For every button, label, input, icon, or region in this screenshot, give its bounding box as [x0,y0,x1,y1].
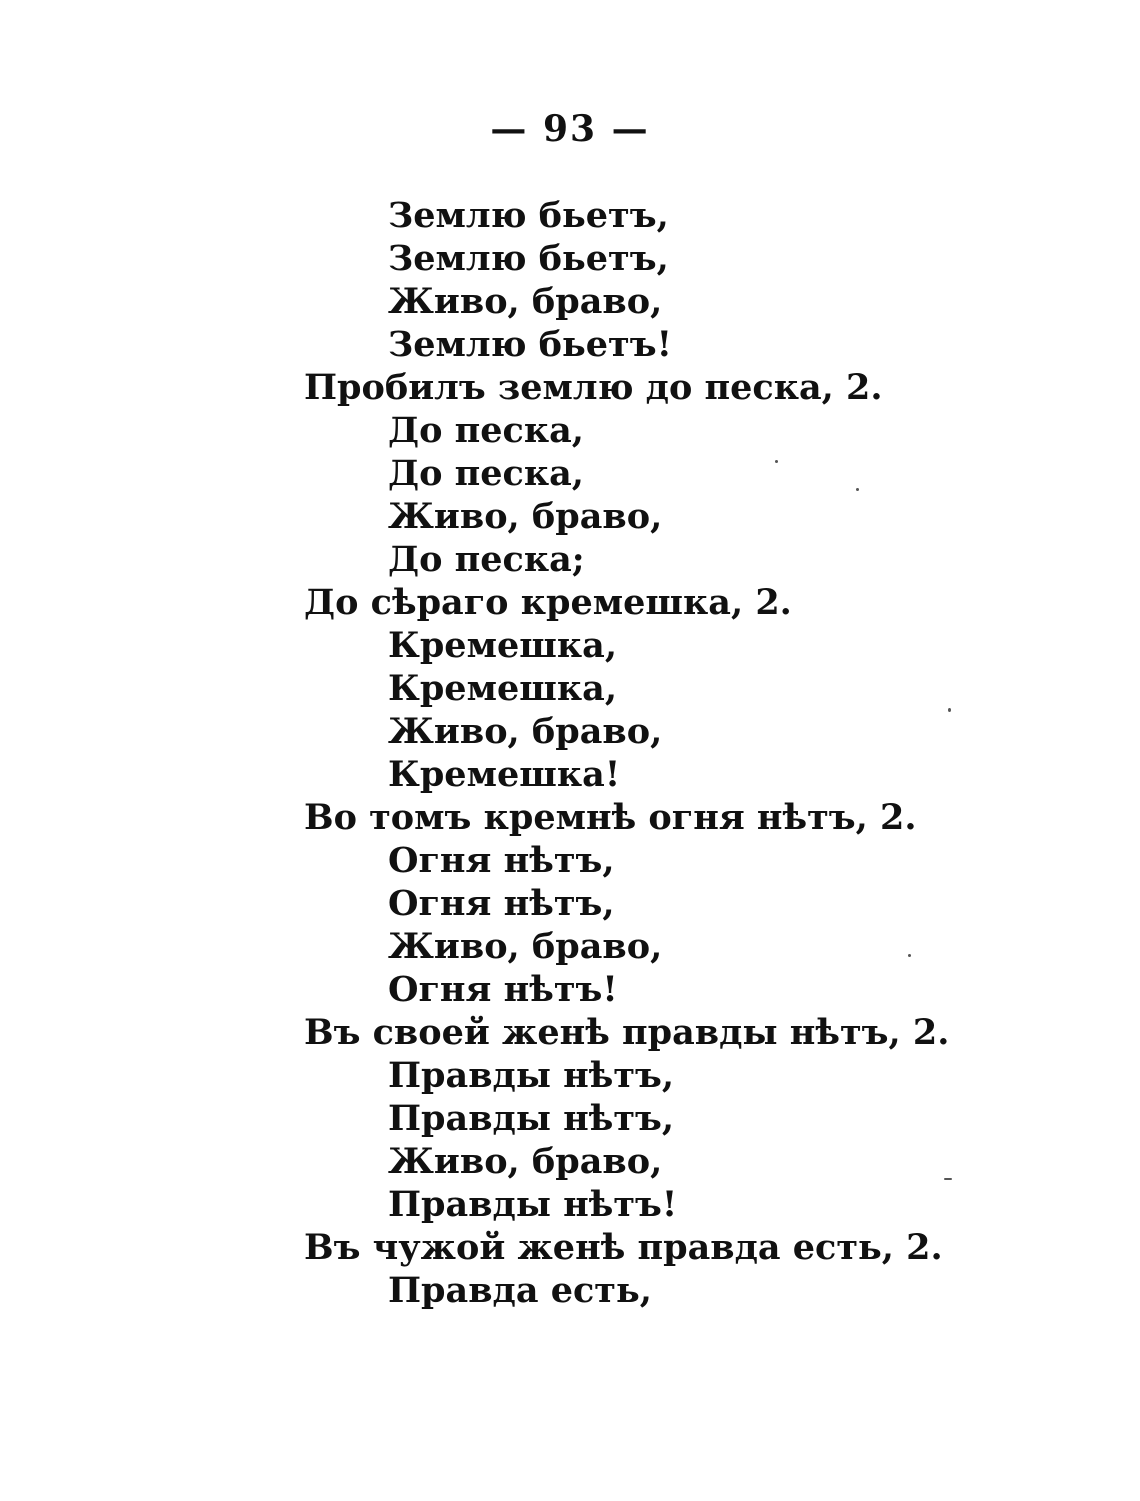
verse-line: Землю бьетъ, [388,238,669,279]
verse-line: Землю бьетъ! [388,324,672,365]
verse-line: Живо, браво, [388,926,663,967]
scan-speck [948,708,951,712]
scan-speck [944,1178,952,1180]
scan-speck [775,460,778,463]
verse-line: Кремешка! [388,754,621,795]
scan-speck [908,954,911,957]
verse-line: Живо, браво, [388,1141,663,1182]
verse-line: До песка, [388,410,584,451]
verse-line: Живо, браво, [388,711,663,752]
verse-line: Землю бьетъ, [388,195,669,236]
page-number: — 93 — [490,108,650,150]
verse-line: Живо, браво, [388,281,663,322]
verse-line: До сѣраго кремешка, 2. [304,582,792,623]
verse-line: Во томъ кремнѣ огня нѣтъ, 2. [304,797,917,838]
verse-line: Живо, браво, [388,496,663,537]
verse-line: Огня нѣтъ! [388,969,618,1010]
scan-speck [856,488,859,491]
verse-line: Правда есть, [388,1270,652,1311]
verse-line: Огня нѣтъ, [388,883,615,924]
verse-line: Кремешка, [388,625,618,666]
verse-line: Въ своей женѣ правды нѣтъ, 2. [304,1012,950,1053]
verse-line: До песка; [388,539,585,580]
verse-line: Огня нѣтъ, [388,840,615,881]
verse-line: Пробилъ землю до песка, 2. [304,367,883,408]
verse-line: Правды нѣтъ, [388,1055,675,1096]
verse-line: Кремешка, [388,668,618,709]
verse-line: Въ чужой женѣ правда есть, 2. [304,1227,943,1268]
verse-line: До песка, [388,453,584,494]
verse-line: Правды нѣтъ, [388,1098,675,1139]
verse-line: Правды нѣтъ! [388,1184,678,1225]
